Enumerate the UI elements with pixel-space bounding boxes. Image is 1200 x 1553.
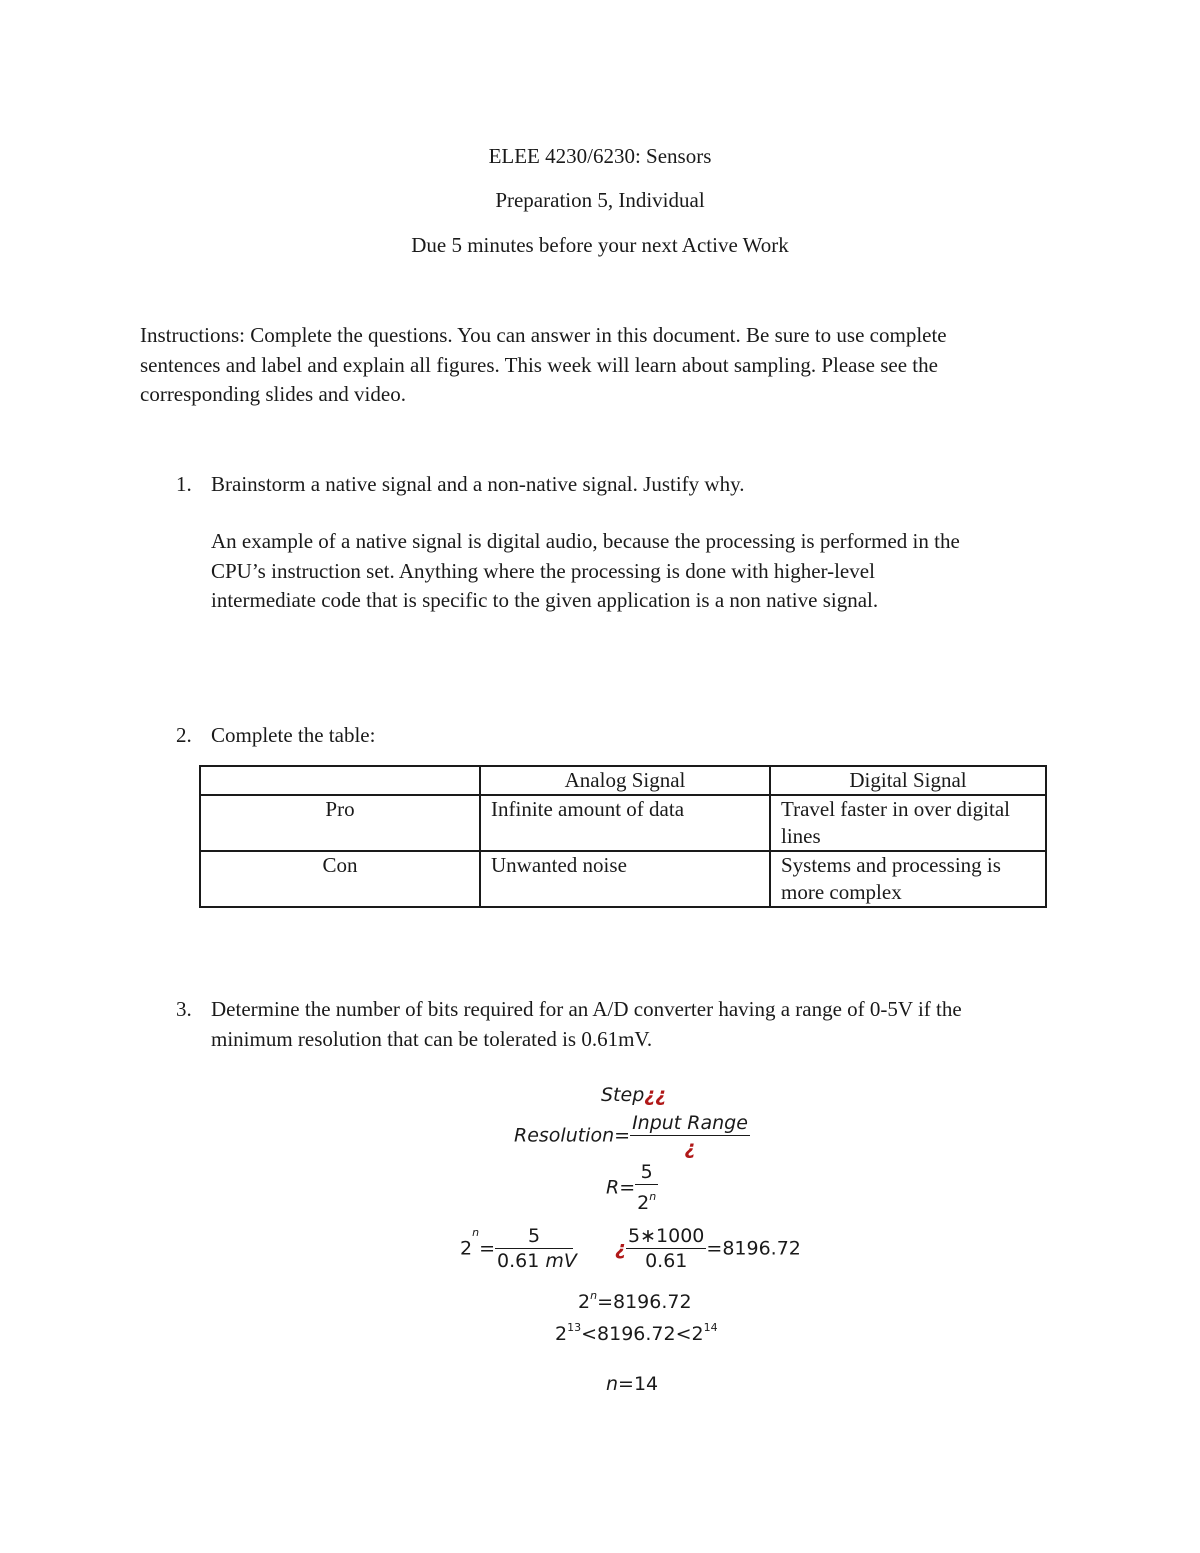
- math-r-lhs: R=: [606, 1176, 636, 1199]
- math-exponent: 13: [567, 1321, 582, 1334]
- math-exponent: n: [590, 1289, 598, 1302]
- course-title: ELEE 4230/6230: Sensors: [488, 144, 712, 168]
- math-exponent: n: [649, 1190, 657, 1203]
- math-result: =8196.72: [706, 1237, 801, 1260]
- table-header-cell: Analog Signal: [480, 766, 770, 795]
- q1-question: [211, 470, 744, 500]
- math-fraction: [635, 1160, 658, 1215]
- math-base: 2: [460, 1237, 473, 1260]
- q1-answer: [211, 527, 960, 616]
- table-row: [200, 851, 1046, 907]
- math-denominator: ¿: [684, 1137, 696, 1159]
- q2-question-text: Complete the table:: [211, 723, 376, 747]
- instructions-line: corresponding slides and video.: [140, 382, 406, 406]
- math-unit: mV: [545, 1250, 577, 1272]
- q1-answer-line: An example of a native signal is digital audio, because the processing is performed in the: [211, 529, 960, 553]
- table-header-row: [200, 766, 1046, 795]
- math-base: 2: [578, 1291, 591, 1313]
- q2-number: 2.: [176, 723, 192, 747]
- signal-comparison-table: [199, 765, 1047, 908]
- math-exponent: 14: [703, 1321, 718, 1334]
- table-cell: Systems and processing is more complex: [770, 851, 1046, 907]
- table-header-cell: Digital Signal: [770, 766, 1046, 795]
- math-denominator: [495, 1249, 577, 1273]
- math-inequality-mid: <8196.72<2: [581, 1323, 704, 1345]
- math-final-value: =14: [618, 1373, 659, 1395]
- q1-number: 1.: [176, 472, 192, 496]
- math-glyph: ¿: [615, 1237, 627, 1260]
- table-row-label: Pro: [200, 795, 480, 851]
- q3-question: [211, 995, 962, 1054]
- math-r-formula: [606, 1160, 658, 1215]
- math-final-answer: [606, 1372, 658, 1396]
- q3-number: 3.: [176, 997, 192, 1021]
- math-base: 2: [555, 1323, 568, 1345]
- instructions-line: sentences and label and explain all figures. This week will learn about sampling. Please see the: [140, 352, 938, 377]
- q1-answer-line: CPU’s instruction set. Anything where the processing is done with higher-level: [211, 558, 875, 583]
- math-glyph: ¿¿: [644, 1084, 667, 1106]
- assignment-title: Preparation 5, Individual: [495, 188, 705, 212]
- math-resolution-lhs: Resolution=: [514, 1124, 631, 1147]
- math-power-result: [578, 1284, 692, 1314]
- q3-question-line: minimum resolution that can be tolerated is 0.61mV.: [211, 1026, 653, 1051]
- q1-question-text: Brainstorm a native signal and a non-native signal. Justify why.: [211, 472, 745, 496]
- math-variable: n: [606, 1373, 619, 1395]
- math-fraction: [630, 1111, 750, 1160]
- math-step: Step: [601, 1084, 645, 1106]
- math-fraction: [495, 1224, 577, 1273]
- table-header-cell: [200, 766, 480, 795]
- math-step-line: [601, 1083, 666, 1107]
- math-numerator: 5∗1000: [628, 1225, 705, 1247]
- table-row-label: Con: [200, 851, 480, 907]
- table-cell: Infinite amount of data: [480, 795, 770, 851]
- math-denominator: [635, 1185, 658, 1215]
- math-numerator: 5: [635, 1160, 658, 1185]
- math-numerator: 5: [495, 1224, 573, 1249]
- math-base: 2: [637, 1192, 650, 1214]
- table-cell: Travel faster in over digital lines: [770, 795, 1046, 851]
- math-equals: =: [479, 1237, 495, 1260]
- math-denominator: 0.61: [645, 1250, 688, 1272]
- math-power-equation: [460, 1221, 801, 1273]
- table-cell: Unwanted noise: [480, 851, 770, 907]
- math-inequality: [555, 1316, 718, 1346]
- instructions-line: Instructions: Complete the questions. You can answer in this document. Be sure to use complete: [140, 323, 947, 347]
- q2-question: [211, 721, 375, 751]
- due-line: Due 5 minutes before your next Active Work: [411, 233, 789, 257]
- math-den-value: 0.61: [497, 1250, 546, 1272]
- math-equals-value: =8196.72: [597, 1291, 692, 1313]
- math-resolution-formula: [514, 1111, 750, 1160]
- instructions: [140, 321, 1070, 410]
- table-row: [200, 795, 1046, 851]
- math-numerator: Input Range: [632, 1112, 748, 1134]
- q3-question-line: Determine the number of bits required for an A/D converter having a range of 0-5V if the: [211, 997, 962, 1021]
- math-fraction: [626, 1224, 706, 1273]
- math-exponent: n: [472, 1226, 480, 1239]
- q1-answer-line: intermediate code that is specific to the given application is a non native signal.: [211, 588, 879, 612]
